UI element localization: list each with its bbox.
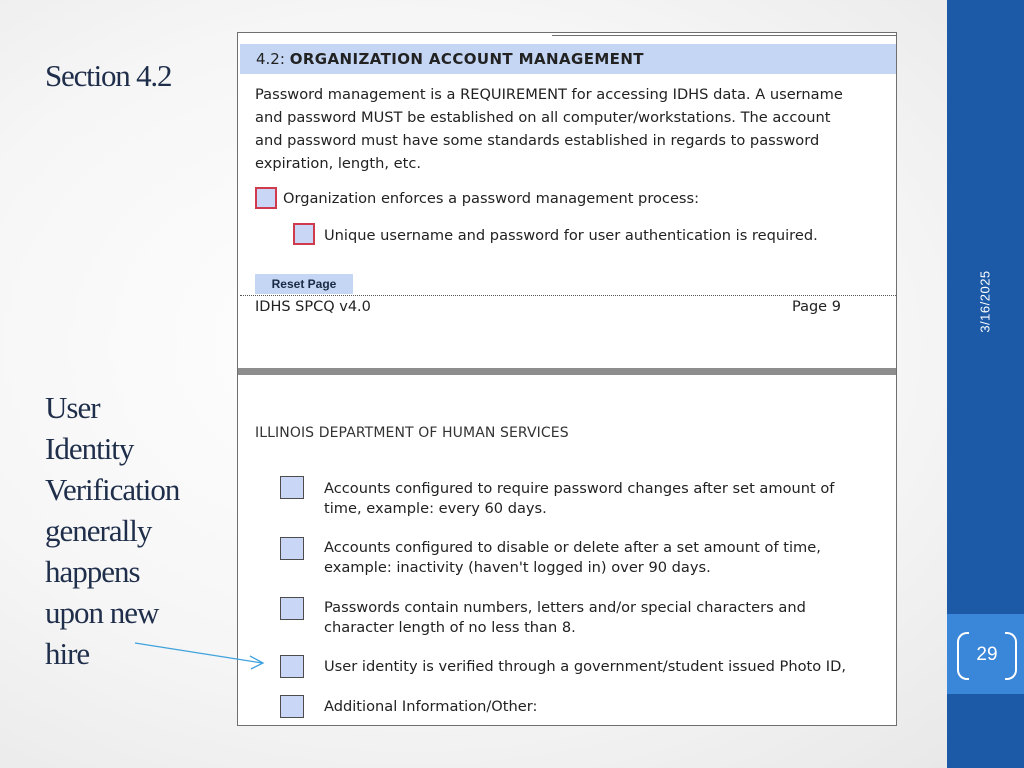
side-caption-line: happens — [45, 554, 140, 589]
form-version: IDHS SPCQ v4.0 — [255, 299, 371, 315]
intro-line: Password management is a REQUIREMENT for accessing IDHS data. A username — [255, 86, 843, 103]
department-header: ILLINOIS DEPARTMENT OF HUMAN SERVICES — [255, 425, 569, 441]
item-line: Accounts configured to require password changes after set amount of — [324, 480, 835, 497]
side-caption-line: Verification — [45, 472, 180, 507]
side-caption-line: hire — [45, 636, 90, 671]
item-unique-username: Unique username and password for user authentication is required. — [324, 227, 818, 244]
form-page-number: Page 9 — [792, 299, 841, 315]
side-caption-line: generally — [45, 513, 152, 548]
item-line: character length of no less than 8. — [324, 619, 576, 636]
item-line: Passwords contain numbers, letters and/or special characters and — [324, 599, 806, 616]
side-caption-line: upon new — [45, 595, 159, 630]
item-line: time, example: every 60 days. — [324, 500, 547, 517]
side-caption-line: Identity — [45, 431, 134, 466]
section-number: 4.2: — [256, 50, 285, 68]
item-line: Accounts configured to disable or delete after a set amount of time, — [324, 539, 821, 556]
reset-page-button[interactable]: Reset Page — [255, 274, 353, 294]
section-heading: ORGANIZATION ACCOUNT MANAGEMENT — [289, 50, 644, 68]
intro-line: expiration, length, etc. — [255, 155, 422, 172]
slide-title: Section 4.2 — [45, 58, 172, 93]
slide-date: 3/16/2025 — [977, 270, 993, 333]
page-number-text: 29 — [976, 644, 998, 665]
side-caption-line: User — [45, 390, 100, 425]
item-line: example: inactivity (haven't logged in) over 90 days. — [324, 559, 711, 576]
item-password-process: Organization enforces a password management process: — [283, 190, 700, 207]
item-line: Additional Information/Other: — [324, 698, 538, 715]
intro-line: and password MUST be established on all computer/workstations. The account — [255, 109, 831, 126]
item-line: User identity is verified through a government/student issued Photo ID, — [324, 658, 846, 675]
intro-line: and password must have some standards established in regards to password — [255, 132, 820, 149]
